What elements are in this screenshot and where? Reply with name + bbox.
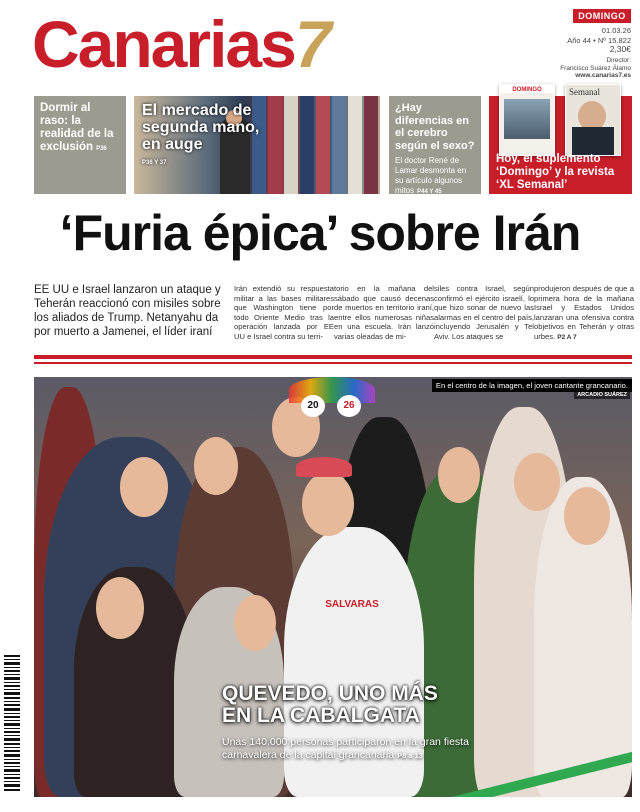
article-column: torio en la mañana del sábado que causó decenas de muertos en territorio iraní, entre ellos numerosas niñas en una escuela. Irán lanzó varias oleadas de mi- bbox=[334, 284, 434, 341]
teaser-supplements[interactable] bbox=[489, 87, 632, 194]
photo-credit: ARCADIO SUÁREZ bbox=[574, 391, 630, 399]
director-info bbox=[560, 57, 631, 80]
face bbox=[564, 487, 610, 545]
main-headline[interactable]: ‘Furia épica’ sobre Irán bbox=[59, 205, 581, 261]
shirt-text: SALVARAS bbox=[325, 599, 379, 610]
article-column-text: produjeron después de que a primera hora de la mañana Israel y Estados Unidos lanzaran una ofensiva contra objetivos en Teherán y otras urbes. bbox=[534, 284, 634, 341]
magazine-image bbox=[504, 99, 550, 139]
issue-date: 01.03.26 bbox=[601, 26, 631, 35]
teaser-brain-differences[interactable] bbox=[389, 96, 481, 194]
clothes-photo-element bbox=[332, 96, 346, 194]
teaser-body bbox=[395, 156, 476, 197]
clothes-photo-element bbox=[348, 96, 362, 194]
emblem-year-left: 20 bbox=[301, 395, 325, 417]
article-page: P2 A 7 bbox=[557, 333, 577, 341]
teaser-title: Dormir al raso: la realidad de la exclusión bbox=[40, 102, 114, 153]
face bbox=[194, 437, 238, 495]
carnival-photo[interactable] bbox=[34, 377, 632, 797]
teaser-page: P36 bbox=[96, 146, 107, 152]
day-tag: DOMINGO bbox=[573, 9, 631, 23]
lede: EE UU e Israel lanzaron un ataque y Teherán reaccionó con misiles sobre los aliados de Trump. Netanyahu da por muerto a Jamenei, el líder iraní bbox=[34, 284, 221, 338]
face-central-man bbox=[302, 472, 354, 536]
red-cap bbox=[296, 457, 352, 477]
emblem-year-right: 26 bbox=[337, 395, 361, 417]
clothes-photo-element bbox=[284, 96, 298, 194]
clothes-photo-element bbox=[316, 96, 330, 194]
photo-subtitle bbox=[222, 736, 482, 762]
magazine-title: DOMINGO bbox=[500, 85, 554, 93]
teaser-title: ¿Hay diferencias en el cerebro según el sexo? bbox=[395, 102, 475, 152]
director-label: Director: bbox=[606, 57, 631, 64]
divider-rule-thin bbox=[34, 362, 632, 364]
xl-semanal-cover bbox=[565, 84, 621, 156]
teaser-title-text: El mercado de segunda mano, en auge bbox=[142, 102, 260, 153]
domingo-magazine-cover bbox=[499, 84, 555, 156]
logo-text: Canarias bbox=[32, 7, 295, 81]
face bbox=[96, 577, 144, 639]
teaser-exclusion[interactable] bbox=[34, 96, 126, 194]
carnival-2026-emblem bbox=[289, 377, 375, 421]
issue-meta bbox=[567, 26, 631, 55]
face bbox=[514, 453, 560, 511]
article-column: Irán extendió su respuesta militar a las bases militares que Washington tiene por todo Oriente Medio tras la operación lanzada por EE UU e Israel contra su terri- bbox=[234, 284, 334, 341]
face bbox=[234, 595, 276, 651]
divider-rule bbox=[34, 355, 632, 359]
logo-number: 7 bbox=[294, 7, 330, 81]
issue-number: Año 44 • Nº 15.822 bbox=[567, 35, 631, 45]
article-column bbox=[534, 284, 634, 343]
teaser-title bbox=[142, 102, 262, 172]
clothes-photo-element bbox=[268, 96, 282, 194]
teaser-page: P44 Y 45 bbox=[417, 189, 442, 195]
barcode bbox=[2, 655, 22, 793]
masthead-logo[interactable] bbox=[32, 4, 330, 84]
photo-headline[interactable] bbox=[222, 683, 438, 727]
teaser-body-text: El doctor René de Lamar desmonta en su artículo algunos mitos bbox=[395, 156, 467, 195]
face bbox=[438, 447, 480, 503]
magazine-portrait-body bbox=[572, 127, 614, 155]
magazine-title: Semanal bbox=[569, 87, 600, 97]
photo-headline-line1: QUEVEDO, UNO MÁS bbox=[222, 682, 438, 705]
teaser-page: P36 Y 37 bbox=[142, 160, 167, 166]
teaser-second-hand-market[interactable] bbox=[134, 96, 380, 194]
photo-subtitle-text: Unas 140.000 personas participaron en la gran fiesta carnavalera de la capital grancanaria bbox=[222, 736, 469, 761]
face bbox=[120, 457, 168, 517]
article-column: siles contra Israel, según confirmó el ejército israelí, lo que hizo sonar de nuevo las alarmas en el centro del país, incluyendo Jerusalén y Tel Aviv. Los ataques se bbox=[434, 284, 534, 341]
website[interactable]: www.canarias7.es bbox=[575, 72, 631, 79]
photo-subtitle-page: P8 a 13 bbox=[397, 751, 423, 760]
clothes-photo-element bbox=[364, 96, 378, 194]
photo-headline-line2: EN LA CABALGATA bbox=[222, 704, 420, 727]
photo-caption: En el centro de la imagen, el joven cantante grancanario. bbox=[432, 379, 632, 392]
clothes-photo-element bbox=[300, 96, 314, 194]
teaser-title: Hoy, el suplemento ‘Domingo’ y la revista ‘XL Semanal’ bbox=[496, 153, 615, 191]
director-name: Francisco Suárez Álamo bbox=[560, 64, 631, 72]
issue-price: 2,30€ bbox=[609, 44, 631, 54]
